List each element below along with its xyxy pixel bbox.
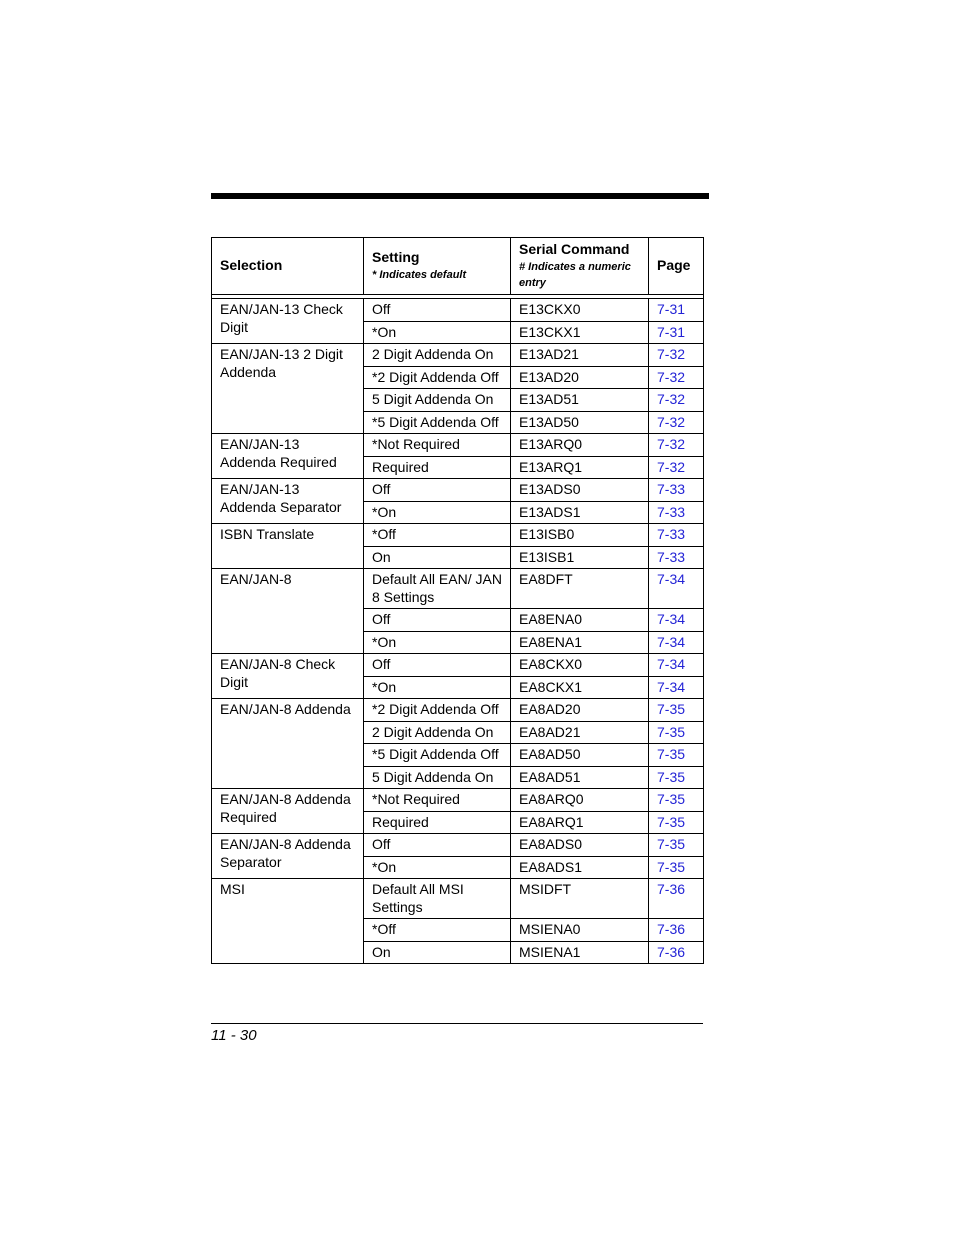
- page-link[interactable]: 7-35: [649, 789, 704, 812]
- setting-cell: *5 Digit Addenda Off: [364, 744, 511, 767]
- setting-cell: Off: [364, 609, 511, 632]
- page-link[interactable]: 7-32: [649, 344, 704, 367]
- selection-cell: EAN/JAN-8 Addenda Separator: [212, 834, 364, 879]
- top-rule: [211, 193, 709, 199]
- serial-command-cell: EA8AD20: [511, 699, 649, 722]
- page-link[interactable]: 7-32: [649, 366, 704, 389]
- header-setting: [364, 238, 511, 295]
- table-row: [212, 479, 704, 502]
- table-row: [212, 299, 704, 322]
- setting-cell: *5 Digit Addenda Off: [364, 411, 511, 434]
- serial-command-cell: E13AD51: [511, 389, 649, 412]
- setting-cell: *On: [364, 676, 511, 699]
- serial-command-cell: EA8AD21: [511, 721, 649, 744]
- page-link[interactable]: 7-32: [649, 456, 704, 479]
- serial-command-cell: E13CKX0: [511, 299, 649, 322]
- setting-cell: Off: [364, 299, 511, 322]
- setting-cell: On: [364, 941, 511, 964]
- header-setting-note: * Indicates default: [372, 268, 467, 281]
- serial-command-cell: E13AD20: [511, 366, 649, 389]
- table-row: [212, 654, 704, 677]
- page-link[interactable]: 7-36: [649, 879, 704, 919]
- setting-cell: 2 Digit Addenda On: [364, 344, 511, 367]
- page-link[interactable]: 7-35: [649, 856, 704, 879]
- setting-cell: *Off: [364, 524, 511, 547]
- page-link[interactable]: 7-34: [649, 631, 704, 654]
- serial-command-cell: EA8ARQ0: [511, 789, 649, 812]
- serial-command-cell: E13ADS1: [511, 501, 649, 524]
- page-link[interactable]: 7-36: [649, 941, 704, 964]
- setting-cell: Required: [364, 456, 511, 479]
- page-number: 11 - 30: [211, 1027, 257, 1044]
- table-row: [212, 879, 704, 919]
- selection-cell: EAN/JAN-13 Addenda Separator: [212, 479, 364, 524]
- serial-command-cell: EA8ARQ1: [511, 811, 649, 834]
- header-page: Page: [649, 238, 704, 295]
- serial-command-table: [211, 237, 704, 964]
- setting-cell: Default All EAN/ JAN 8 Settings: [364, 569, 511, 609]
- selection-cell: EAN/JAN-8 Addenda Required: [212, 789, 364, 834]
- setting-cell: Off: [364, 834, 511, 857]
- selection-cell: ISBN Translate: [212, 524, 364, 569]
- page-link[interactable]: 7-34: [649, 609, 704, 632]
- setting-cell: *On: [364, 321, 511, 344]
- page-link[interactable]: 7-32: [649, 411, 704, 434]
- page-link[interactable]: 7-35: [649, 721, 704, 744]
- table-row: [212, 834, 704, 857]
- serial-command-cell: EA8ADS1: [511, 856, 649, 879]
- selection-cell: MSI: [212, 879, 364, 964]
- page-link[interactable]: 7-31: [649, 321, 704, 344]
- serial-command-cell: EA8CKX1: [511, 676, 649, 699]
- page-link[interactable]: 7-35: [649, 699, 704, 722]
- table-row: [212, 569, 704, 609]
- table-row: [212, 344, 704, 367]
- setting-cell: *Not Required: [364, 789, 511, 812]
- serial-command-cell: EA8DFT: [511, 569, 649, 609]
- header-serial-note: # Indicates a numeric entry: [519, 260, 631, 289]
- serial-command-cell: E13ARQ1: [511, 456, 649, 479]
- page-link[interactable]: 7-33: [649, 501, 704, 524]
- serial-command-cell: E13ARQ0: [511, 434, 649, 457]
- serial-command-cell: E13AD50: [511, 411, 649, 434]
- page-link[interactable]: 7-32: [649, 434, 704, 457]
- selection-cell: EAN/JAN-8: [212, 569, 364, 654]
- setting-cell: 2 Digit Addenda On: [364, 721, 511, 744]
- table-header-row: [212, 238, 704, 295]
- setting-cell: Off: [364, 654, 511, 677]
- serial-command-cell: EA8AD50: [511, 744, 649, 767]
- page-link[interactable]: 7-33: [649, 546, 704, 569]
- selection-cell: EAN/JAN-13 Addenda Required: [212, 434, 364, 479]
- setting-cell: Off: [364, 479, 511, 502]
- selection-cell: EAN/JAN-8 Check Digit: [212, 654, 364, 699]
- setting-cell: *On: [364, 501, 511, 524]
- page-link[interactable]: 7-35: [649, 766, 704, 789]
- serial-command-cell: EA8ADS0: [511, 834, 649, 857]
- footer-rule: [211, 1023, 703, 1024]
- setting-cell: Required: [364, 811, 511, 834]
- serial-command-cell: EA8ENA1: [511, 631, 649, 654]
- serial-command-cell: MSIDFT: [511, 879, 649, 919]
- setting-cell: Default All MSI Settings: [364, 879, 511, 919]
- setting-cell: *2 Digit Addenda Off: [364, 366, 511, 389]
- selection-cell: EAN/JAN-8 Addenda: [212, 699, 364, 789]
- page-link[interactable]: 7-31: [649, 299, 704, 322]
- serial-command-cell: E13ISB1: [511, 546, 649, 569]
- page-link[interactable]: 7-35: [649, 834, 704, 857]
- header-serial-command: [511, 238, 649, 295]
- serial-command-cell: EA8CKX0: [511, 654, 649, 677]
- setting-cell: *On: [364, 856, 511, 879]
- table-body: [212, 299, 704, 964]
- page-link[interactable]: 7-35: [649, 744, 704, 767]
- table-row: [212, 699, 704, 722]
- serial-command-cell: EA8AD51: [511, 766, 649, 789]
- page-link[interactable]: 7-33: [649, 479, 704, 502]
- serial-command-cell: EA8ENA0: [511, 609, 649, 632]
- page-link[interactable]: 7-34: [649, 654, 704, 677]
- setting-cell: *On: [364, 631, 511, 654]
- page-link[interactable]: 7-35: [649, 811, 704, 834]
- serial-command-cell: MSIENA1: [511, 941, 649, 964]
- setting-cell: *2 Digit Addenda Off: [364, 699, 511, 722]
- serial-command-cell: E13CKX1: [511, 321, 649, 344]
- page-link[interactable]: 7-34: [649, 569, 704, 609]
- page-link[interactable]: 7-36: [649, 919, 704, 942]
- header-serial-label: Serial Command: [519, 241, 630, 258]
- header-selection: Selection: [212, 238, 364, 295]
- serial-command-cell: E13ISB0: [511, 524, 649, 547]
- selection-cell: EAN/JAN-13 Check Digit: [212, 299, 364, 344]
- serial-command-cell: E13ADS0: [511, 479, 649, 502]
- page-link[interactable]: 7-34: [649, 676, 704, 699]
- table-row: [212, 524, 704, 547]
- serial-command-cell: E13AD21: [511, 344, 649, 367]
- page-link[interactable]: 7-32: [649, 389, 704, 412]
- setting-cell: *Off: [364, 919, 511, 942]
- setting-cell: On: [364, 546, 511, 569]
- setting-cell: 5 Digit Addenda On: [364, 389, 511, 412]
- serial-command-cell: MSIENA0: [511, 919, 649, 942]
- selection-cell: EAN/JAN-13 2 Digit Addenda: [212, 344, 364, 434]
- setting-cell: 5 Digit Addenda On: [364, 766, 511, 789]
- page-link[interactable]: 7-33: [649, 524, 704, 547]
- header-setting-label: Setting: [372, 249, 420, 266]
- setting-cell: *Not Required: [364, 434, 511, 457]
- table-row: [212, 434, 704, 457]
- table-row: [212, 789, 704, 812]
